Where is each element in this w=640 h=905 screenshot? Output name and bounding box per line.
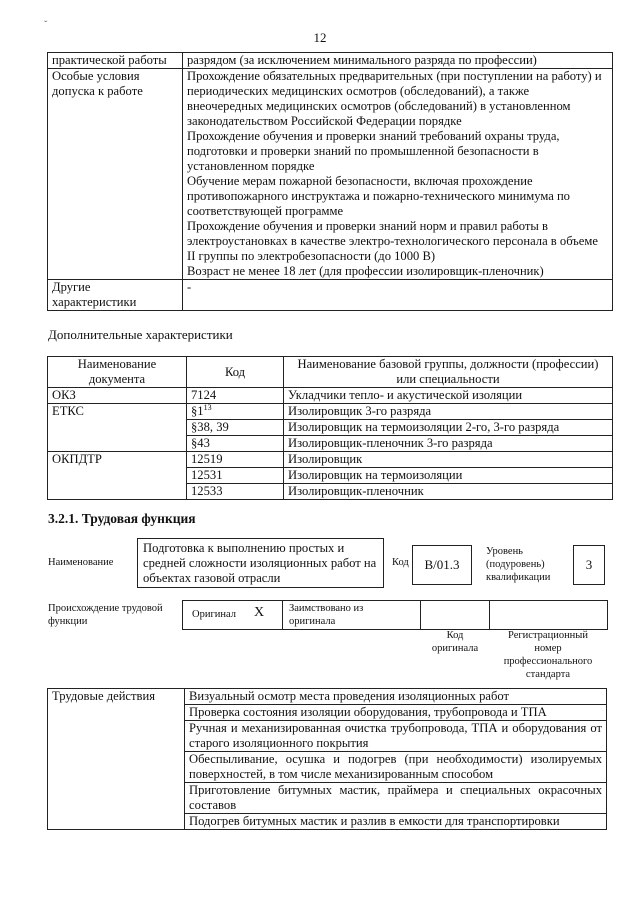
table-row: [48, 404, 613, 420]
original-mark: X: [254, 605, 265, 620]
function-name: Подготовка к выполнению простых и средней сложности изоляционных работ на объектах газовой отрасли: [143, 541, 377, 585]
action-item: Проверка состояния изоляции оборудования, трубопровода и ТПА: [185, 705, 607, 721]
doc-cell: ОКПДТР: [48, 452, 187, 500]
code-box: [412, 545, 472, 585]
action-item: Приготовление битумных мастик, праймера и специальных окрасочных составов: [185, 783, 607, 814]
section-title: 3.2.1. Трудовая функция: [48, 511, 196, 526]
name-label: Наименование: [48, 557, 114, 568]
original-label: Оригинал: [192, 609, 236, 620]
doc-cell: ЕТКС: [48, 404, 187, 452]
column-header: Код: [187, 357, 284, 388]
name-cell: Изолировщик: [284, 452, 613, 468]
code-label: Код: [392, 557, 409, 568]
reg-number-label: Регистрационный номер профессионального стандарта: [503, 630, 593, 680]
action-item: Ручная и механизированная очистка трубопровода, ТПА и оборудования от старого изоляционного покрытия: [185, 721, 607, 752]
code-cell: [187, 404, 284, 420]
labor-actions-table: [47, 688, 607, 830]
table-row: [48, 452, 613, 468]
code-value: В/01.3: [424, 557, 460, 572]
doc-cell: ОКЗ: [48, 388, 187, 404]
name-cell: Изолировщик-пленочник 3-го разряда: [284, 436, 613, 452]
actions-label: Трудовые действия: [48, 689, 185, 830]
code-cell: 12533: [187, 484, 284, 500]
page-number: 12: [313, 30, 327, 45]
code-cell: §43: [187, 436, 284, 452]
code-cell: 12519: [187, 452, 284, 468]
name-cell: Изолировщик 3-го разряда: [284, 404, 613, 420]
table-row: [48, 388, 613, 404]
additional-title: Дополнительные характеристики: [48, 327, 233, 342]
classification-table: [47, 356, 613, 500]
row-label: практической работы: [48, 53, 183, 69]
name-cell: Изолировщик на термоизоляции: [284, 468, 613, 484]
origin-label: Происхождение трудовой функции: [48, 603, 163, 627]
condition-item: Обучение мерам пожарной безопасности, включая прохождение противопожарного инструктажа и пожарно-технического минимума по соответствующей программе: [187, 174, 570, 218]
table-row: [48, 53, 613, 69]
origin-divider: [420, 600, 421, 629]
requirements-table: [47, 52, 613, 311]
table-row: [48, 69, 613, 280]
condition-item: Возраст не менее 18 лет (для профессии изолировщик-пленочник): [187, 264, 544, 278]
row-value: [183, 69, 613, 280]
origin-divider: [489, 600, 490, 629]
row-value: разрядом (за исключением минимального разряда по профессии): [183, 53, 613, 69]
code-cell: 7124: [187, 388, 284, 404]
origin-divider: [282, 600, 283, 629]
action-item: Визуальный осмотр места проведения изоляционных работ: [185, 689, 607, 705]
function-name-box: [137, 538, 384, 588]
action-item: Подогрев битумных мастик и разлив в емкости для транспортировки: [185, 814, 607, 830]
table-header-row: [48, 357, 613, 388]
code-cell: 12531: [187, 468, 284, 484]
code-cell: §38, 39: [187, 420, 284, 436]
condition-item: Прохождение обучения и проверки знаний требований охраны труда, подготовки и проверки знаний по промышленной безопасности в установленном порядке: [187, 129, 560, 173]
condition-item: Прохождение обучения и проверки знаний норм и правил работы в электроустановках в качестве электро-технологического персонала в объеме II группы по электробезопасности (до 1000 В): [187, 219, 598, 263]
scan-mark: ˇ: [44, 20, 48, 31]
level-label: Уровень (подуровень) квалификации: [486, 546, 551, 583]
level-box: [573, 545, 605, 585]
code-original-label: Код оригинала: [431, 630, 479, 654]
name-cell: Укладчики тепло- и акустической изоляции: [284, 388, 613, 404]
level-value: 3: [585, 557, 593, 572]
row-label: Особые условия допуска к работе: [48, 69, 183, 280]
row-value: -: [183, 280, 613, 311]
code-text: §1: [191, 404, 204, 418]
condition-item: Прохождение обязательных предварительных (при поступлении на работу) и периодических медицинских осмотров (обследований), а также внеочередных медицинских осмотров (обследований) в установленном законодательством Российской Федерации порядке: [187, 69, 602, 128]
column-header: Наименование базовой группы, должности (профессии) или специальности: [284, 357, 613, 388]
column-header: Наименование документа: [48, 357, 187, 388]
action-item: Обеспыливание, осушка и подогрев (при необходимости) изолируемых поверхностей, в том числе механизированным способом: [185, 752, 607, 783]
borrowed-label: Заимствовано из оригинала: [289, 603, 364, 627]
row-label: Другие характеристики: [48, 280, 183, 311]
code-footnote: 13: [203, 402, 212, 412]
table-row: [48, 280, 613, 311]
table-row: [48, 689, 607, 705]
name-cell: Изолировщик на термоизоляции 2-го, 3-го разряда: [284, 420, 613, 436]
name-cell: Изолировщик-пленочник: [284, 484, 613, 500]
